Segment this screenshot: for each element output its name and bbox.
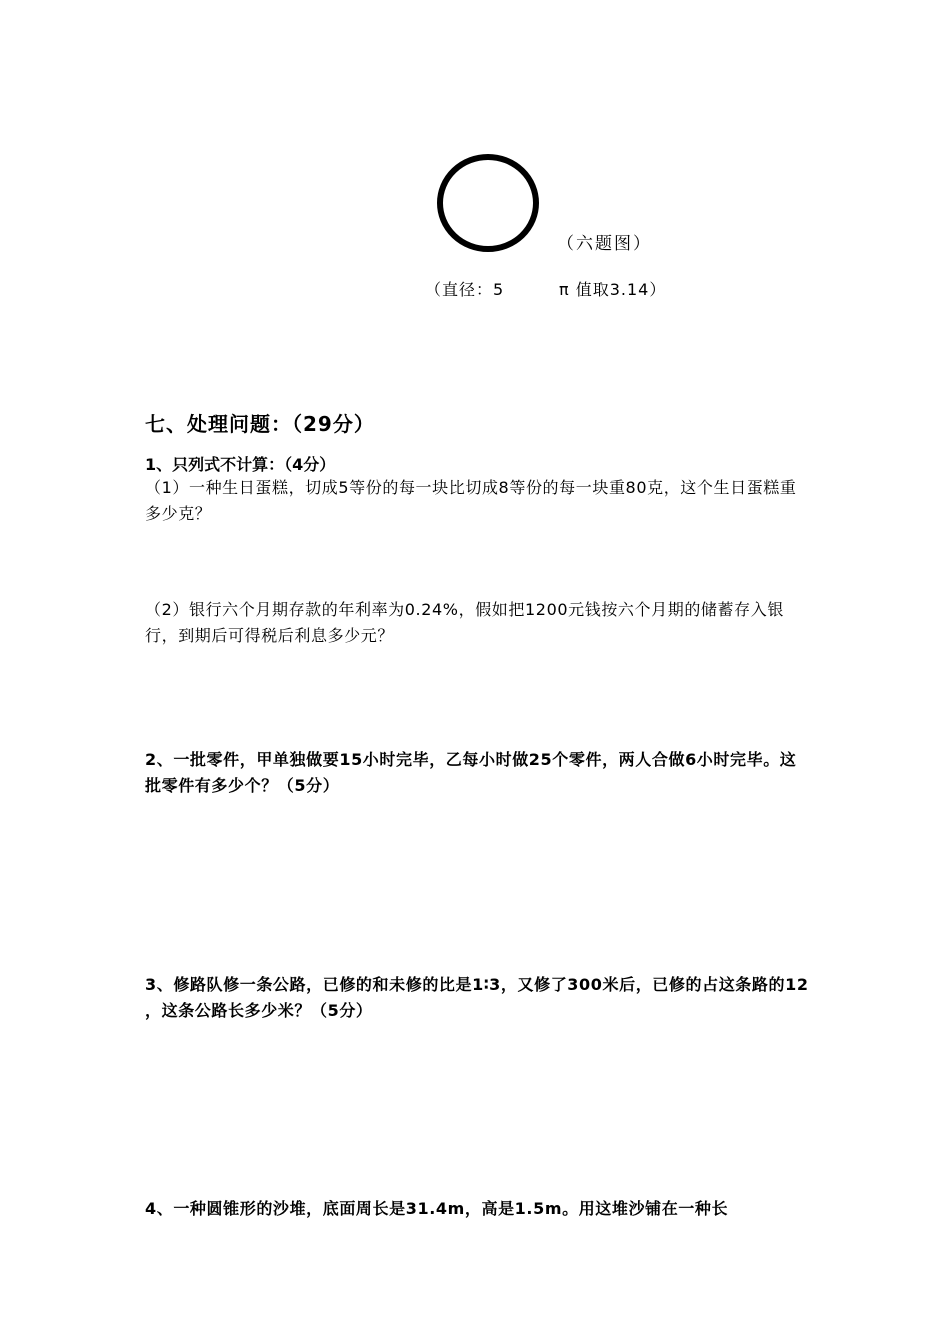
circle-figure xyxy=(436,153,540,253)
question-3: 3、修路队修一条公路，已修的和未修的比是1∶3，又修了300米后，已修的占这条路的12 ，这条公路长多少米？（5分） xyxy=(145,975,809,1020)
question-1-part-1: （1）一种生日蛋糕，切成5等份的每一块比切成8等份的每一块重80克，这个生日蛋糕重多少克？ xyxy=(145,478,797,523)
figure-caption: （六题图） xyxy=(557,234,652,254)
diameter-note: （直径：5 xyxy=(425,280,505,299)
question-4: 4、一种圆锥形的沙堆，底面周长是31.4m，高是1.5m。用这堆沙铺在一种长 xyxy=(145,1199,729,1218)
pi-note: π 值取3.14） xyxy=(559,280,667,299)
section-title: 七、处理问题：（29分） xyxy=(145,412,375,436)
question-1-heading: 1、只列式不计算：（4分） xyxy=(145,455,336,474)
question-2: 2、一批零件，甲单独做要15小时完毕，乙每小时做25个零件，两人合做6小时完毕。这批零件有多少个？（5分） xyxy=(145,750,797,795)
question-1-part-2: （2）银行六个月期存款的年利率为0.24%，假如把1200元钱按六个月期的储蓄存入银行，到期后可得税后利息多少元？ xyxy=(145,600,784,645)
